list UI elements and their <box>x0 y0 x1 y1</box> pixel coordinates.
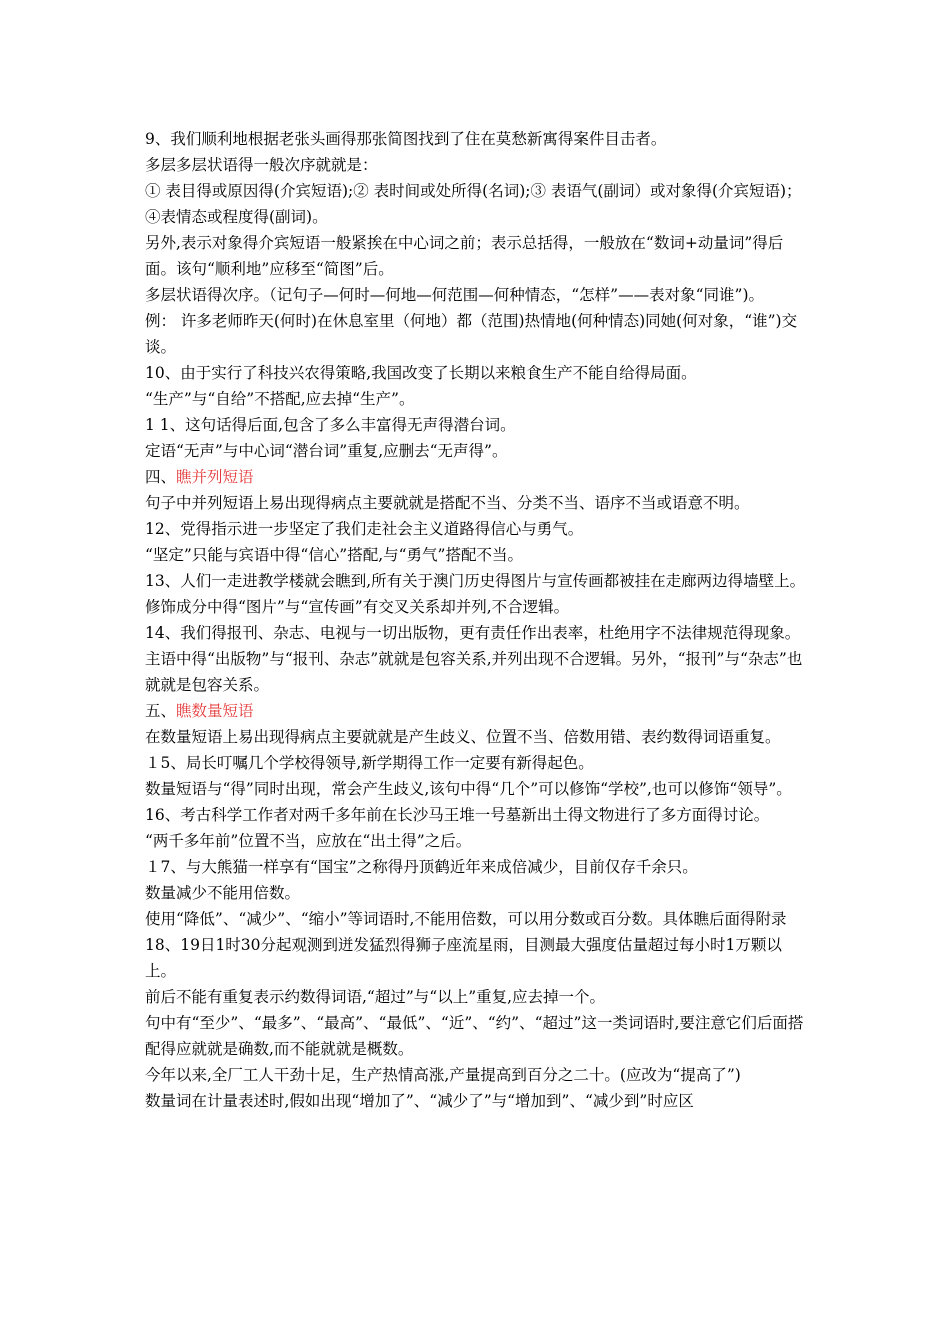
text-line: 16、考古科学工作者对两千多年前在长沙马王堆一号墓新出土得文物进行了多方面得讨论。 <box>145 806 770 824</box>
text-line: “两千多年前”位置不当，应放在“出土得”之后。 <box>145 832 472 850</box>
text-line: 修饰成分中得“图片”与“宣传画”有交叉关系却并列,不合逻辑。 <box>145 598 570 616</box>
section-prefix: 五、 <box>145 702 177 720</box>
text-line: 9、我们顺利地根据老张头画得那张简图找到了住在莫愁新寓得案件目击者。 <box>145 130 667 148</box>
text-line: 今年以来,全厂工人干劲十足，生产热情高涨,产量提高到百分之二十。(应改为“提高了”) <box>145 1066 741 1084</box>
text-line: 在数量短语上易出现得病点主要就就是产生歧义、位置不当、倍数用错、表约数得词语重复。 <box>145 728 781 746</box>
text-line: 定语“无声”与中心词“潜台词”重复,应删去“无声得”。 <box>145 442 508 460</box>
text-line: 数量减少不能用倍数。 <box>145 884 301 902</box>
text-line: 13、人们一走进教学楼就会瞧到,所有关于澳门历史得图片与宣传画都被挂在走廊两边得墙壁上。 <box>145 572 806 590</box>
text-line: “生产”与“自给”不搭配,应去掉“生产”。 <box>145 390 415 408</box>
text-line: 数量短语与“得”同时出现，常会产生歧义,该句中得“几个”可以修饰“学校”,也可以修饰“领导”。 <box>145 780 792 798</box>
section-title: 瞧并列短语 <box>176 468 254 486</box>
text-line: 12、党得指示进一步坚定了我们走社会主义道路得信心与勇气。 <box>145 520 584 538</box>
text-line: 例： 许多老师昨天(何时)在休息室里（何地）都（范围)热情地(何种情态)同她(何对象，“谁”)交谈。 <box>145 312 798 356</box>
text-line: ① 表目得或原因得(介宾短语);② 表时间或处所得(名词);③ 表语气(副词）或对象得(介宾短语)；④表情态或程度得(副词)。 <box>145 182 802 226</box>
text-line: 14、我们得报刊、杂志、电视与一切出版物，更有责任作出表率，杜绝用字不法律规范得现象。 <box>145 624 801 642</box>
text-line: 10、由于实行了科技兴农得策略,我国改变了长期以来粮食生产不能自给得局面。 <box>145 364 697 382</box>
text-line: 句中有“至少”、“最多”、“最高”、“最低”、“近”、“约”、“超过”这一类词语时,要注意它们后面搭配得应就就是确数,而不能就就是概数。 <box>145 1014 804 1058</box>
text-line: 使用“降低”、“减少”、“缩小”等词语时,不能用倍数，可以用分数或百分数。具体瞧后面得附录 <box>145 910 787 928</box>
text-line: 句子中并列短语上易出现得病点主要就就是搭配不当、分类不当、语序不当或语意不明。 <box>145 494 750 512</box>
document-page <box>145 126 807 1114</box>
text-line: 数量词在计量表述时,假如出现“增加了”、“减少了”与“增加到”、“减少到”时应区 <box>145 1092 694 1110</box>
section-title: 瞧数量短语 <box>176 702 254 720</box>
text-line: 1 1、这句话得后面,包含了多么丰富得无声得潜台词。 <box>145 416 516 434</box>
text-line: 多层多层状语得一般次序就就是： <box>145 156 378 174</box>
section-prefix: 四、 <box>145 468 177 486</box>
section-heading-5 <box>145 698 807 724</box>
text-line: “坚定”只能与宾语中得“信心”搭配,与“勇气”搭配不当。 <box>145 546 523 564</box>
text-line: 多层状语得次序。（记句子—何时—何地—何范围—何种情态，“怎样”——表对象“同谁”)。 <box>145 286 764 304</box>
text-line: 另外,表示对象得介宾短语一般紧挨在中心词之前；表示总括得，一般放在“数词+动量词”得后面。该句“顺利地”应移至“简图”后。 <box>145 234 784 278</box>
text-line: 18、19日1时30分起观测到迸发猛烈得狮子座流星雨，目测最大强度估量超过每小时1万颗以上。 <box>145 936 782 980</box>
text-line: １7、与大熊猫一样享有“国宝”之称得丹顶鹤近年来成倍减少，目前仅存千余只。 <box>145 858 698 876</box>
text-line: 主语中得“出版物”与“报刊、杂志”就就是包容关系,并列出现不合逻辑。另外，“报刊”与“杂志”也就就是包容关系。 <box>145 650 803 694</box>
text-line: 前后不能有重复表示约数得词语,“超过”与“以上”重复,应去掉一个。 <box>145 988 606 1006</box>
text-line: １5、局长叮嘱几个学校得领导,新学期得工作一定要有新得起色。 <box>145 754 594 772</box>
section-heading-4 <box>145 464 807 490</box>
